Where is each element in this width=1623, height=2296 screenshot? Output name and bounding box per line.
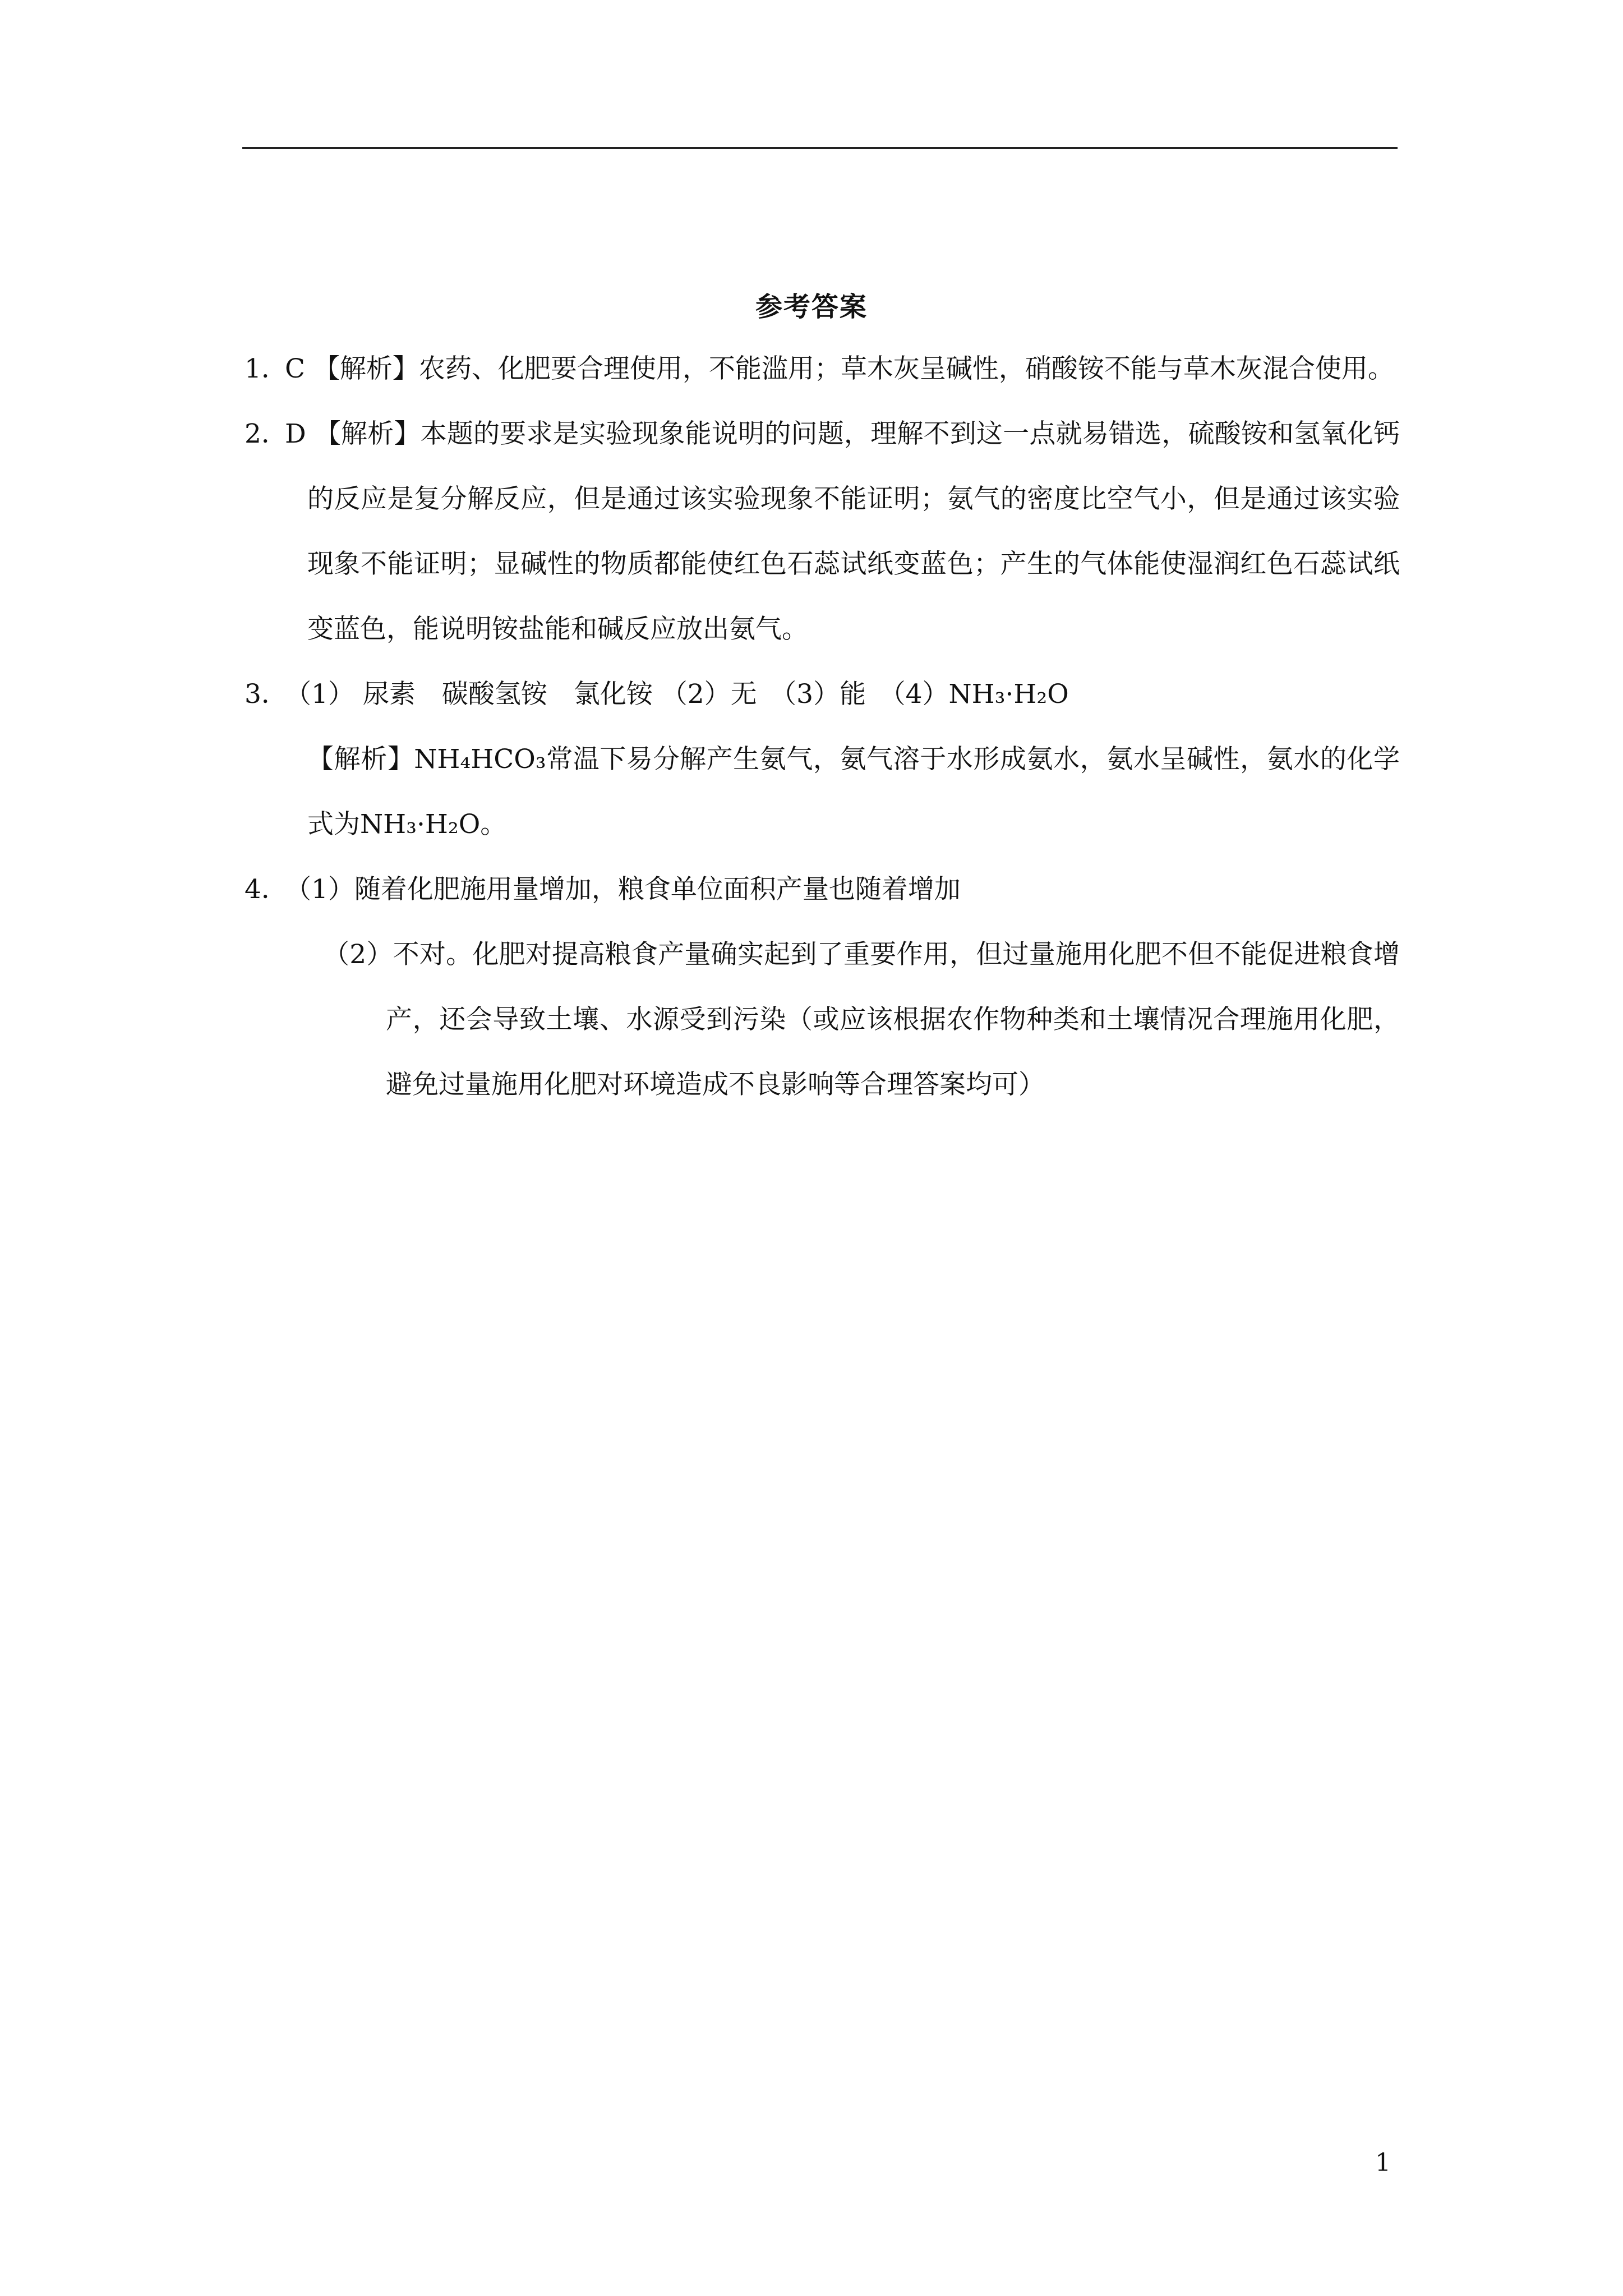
answer-2-number: 2． bbox=[245, 418, 288, 449]
answer-2 bbox=[245, 402, 1400, 662]
answer-1-text: C 【解析】农药、化肥要合理使用，不能滥用；草木灰呈碱性，硝酸铵不能与草木灰混合使用。 bbox=[285, 353, 1394, 384]
answer-4-part-2: （2）不对。化肥对提高粮食产量确实起到了重要作用，但过量施用化肥不但不能促进粮食增产，还会导致土壤、水源受到污染（或应该根据农作物种类和土壤情况合理施用化肥，避免过量施用化肥对环境造成不良影响等合理答案均可） bbox=[323, 939, 1400, 1100]
answer-3-answer: （1） 尿素 碳酸氢铵 氯化铵 （2）无 （3）能 （4）NH₃·H₂O bbox=[285, 679, 1069, 710]
answer-4-part-1: （1）随着化肥施用量增加，粮食单位面积产量也随着增加 bbox=[285, 874, 961, 905]
answer-4 bbox=[245, 857, 1400, 922]
answer-1 bbox=[245, 337, 1400, 402]
answer-content bbox=[245, 337, 1400, 1117]
answer-1-number: 1． bbox=[245, 353, 288, 384]
answer-3-explanation: 【解析】NH₄HCO₃常温下易分解产生氨气，氨气溶于水形成氨水，氨水呈碱性，氨水的化学式为NH₃·H₂O。 bbox=[307, 744, 1400, 840]
page-title: 参考答案 bbox=[755, 291, 868, 323]
answer-3 bbox=[245, 662, 1400, 727]
answer-4-number: 4． bbox=[245, 874, 288, 905]
header-rule bbox=[242, 147, 1398, 149]
answer-2-text: D 【解析】本题的要求是实验现象能说明的问题，理解不到这一点就易错选，硫酸铵和氢氧化钙的反应是复分解反应，但是通过该实验现象不能证明；氨气的密度比空气小，但是通过该实验现象不能证明；显碱性的物质都能使红色石蕊试纸变蓝色；产生的气体能使湿润红色石蕊试纸变蓝色，能说明铵盐能和碱反应放出氨气。 bbox=[285, 418, 1400, 645]
page-number: 1 bbox=[1375, 2148, 1391, 2177]
answer-3-number: 3． bbox=[245, 679, 288, 710]
